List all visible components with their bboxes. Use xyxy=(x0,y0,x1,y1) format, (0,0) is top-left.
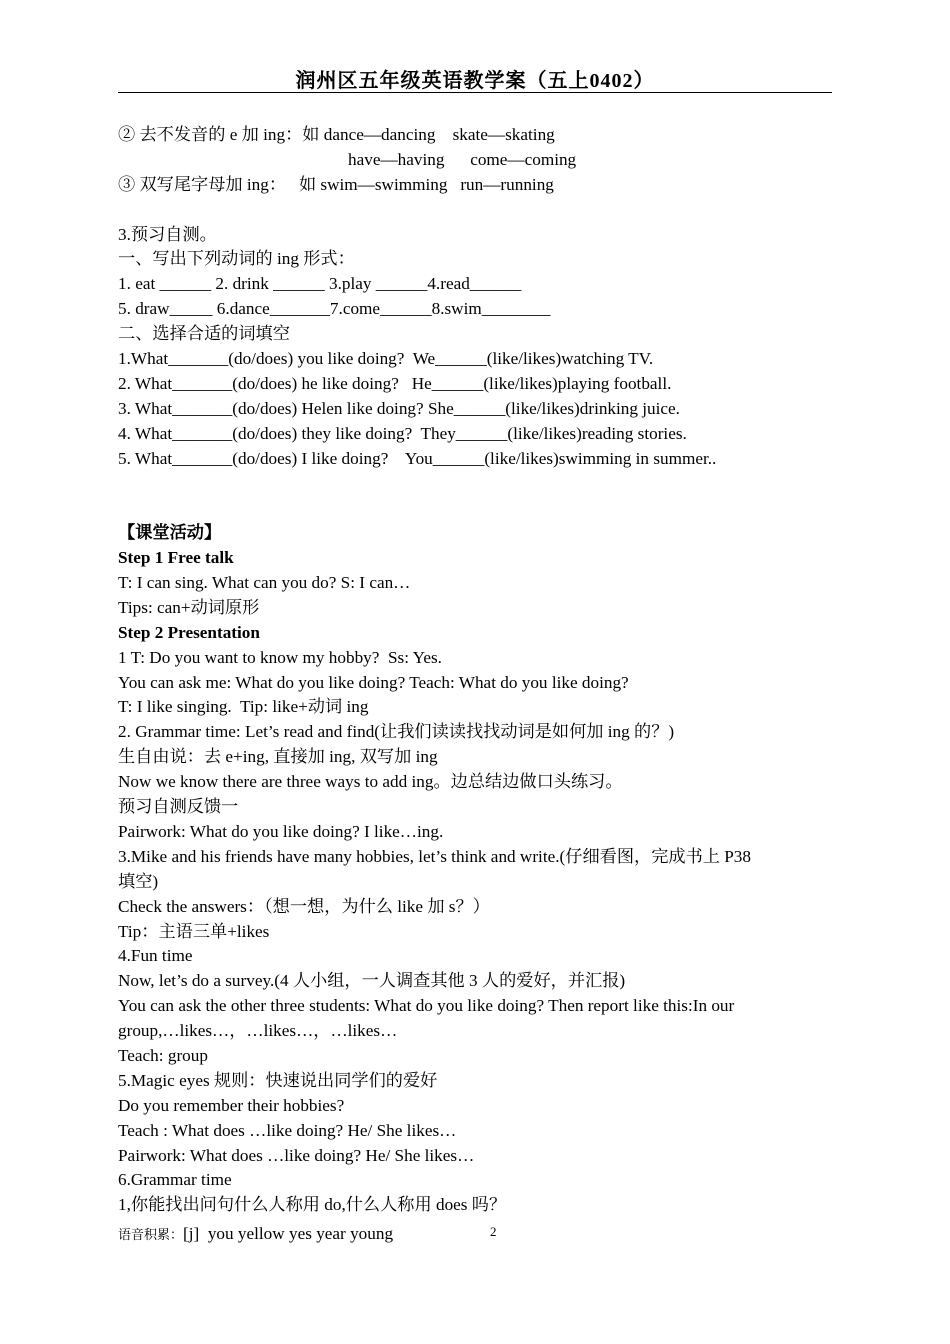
step-2-line: You can ask the other three students: What do you like doing? Then report like this:In our xyxy=(118,996,735,1016)
step-2-line: 5.Magic eyes 规则：快速说出同学们的爱好 xyxy=(118,1070,438,1090)
step-2-line: You can ask me: What do you like doing? Teach: What do you like doing? xyxy=(118,672,629,692)
pretest-part1-line-1: 1. eat ______ 2. drink ______ 3.play ______4.read______ xyxy=(118,274,522,294)
activities-heading: 【课堂活动】 xyxy=(118,523,222,543)
step-2-line: 1 T: Do you want to know my hobby? Ss: Yes. xyxy=(118,647,442,667)
step-2-line: Tip：主语三单+likes xyxy=(118,921,270,941)
step-2-title: Step 2 Presentation xyxy=(118,622,260,642)
footer-phonics xyxy=(118,1222,393,1248)
step-2-line: 生自由说：去 e+ing, 直接加 ing, 双写加 ing xyxy=(118,747,438,767)
document-body xyxy=(118,123,832,1218)
pretest-part2-item: 5. What_______(do/does) I like doing? You______(like/likes)swimming in summer.. xyxy=(118,448,717,468)
footer-phonics-text: [j] you yellow yes year young xyxy=(183,1224,394,1243)
step-2-line: Do you remember their hobbies? xyxy=(118,1095,345,1115)
page-number: 2 xyxy=(490,1224,497,1239)
footer-label: 语音积累： xyxy=(118,1227,184,1242)
step-2-line: Pairwork: What do you like doing? I like…ing. xyxy=(118,821,444,841)
step-2-line: group,…likes…，…likes…，…likes… xyxy=(118,1021,398,1041)
step-2-line: Teach: group xyxy=(118,1045,208,1065)
step-2-line: 4.Fun time xyxy=(118,946,193,966)
step-2-line: 1,你能找出问句什么人称用 do,什么人称用 does 吗？ xyxy=(118,1195,507,1215)
step-2-line: 预习自测反馈一 xyxy=(118,797,239,817)
spacer xyxy=(118,471,832,496)
step-1-line: Tips: can+动词原形 xyxy=(118,597,260,617)
step-2-line: Check the answers：（想一想，为什么 like 加 s？） xyxy=(118,896,490,916)
step-1-line: T: I can sing. What can you do? S: I can… xyxy=(118,573,411,593)
pretest-part2-item: 3. What_______(do/does) Helen like doing? She______(like/likes)drinking juice. xyxy=(118,398,680,418)
rule-2-line-2: have—having come—coming xyxy=(348,149,577,169)
rule-3: ③ 双写尾字母加 ing： 如 swim—swimming run—running xyxy=(118,174,554,194)
step-2-line: 填空) xyxy=(118,871,159,891)
spacer xyxy=(118,496,832,521)
pretest-part2-item: 4. What_______(do/does) they like doing? They______(like/likes)reading stories. xyxy=(118,423,687,443)
rule-2-line-1: ② 去不发音的 e 加 ing：如 dance—dancing skate—skating xyxy=(118,125,555,144)
step-2-line: Teach : What does …like doing? He/ She likes… xyxy=(118,1120,457,1140)
pretest-heading: 3.预习自测。 xyxy=(118,224,217,244)
pretest-part2-item: 2. What_______(do/does) he like doing? He______(like/likes)playing football. xyxy=(118,373,672,393)
step-2-line: Now, let’s do a survey.(4 人小组，一人调查其他 3 人的爱好，并汇报) xyxy=(118,971,626,991)
pretest-part1-heading: 一、写出下列动词的 ing 形式： xyxy=(118,249,355,269)
pretest-part2-item: 1.What_______(do/does) you like doing? We______(like/likes)watching TV. xyxy=(118,349,654,369)
step-2-line: 3.Mike and his friends have many hobbies, let’s think and write.(仔细看图，完成书上 P38 xyxy=(118,846,751,866)
pretest-part1-line-2: 5. draw_____ 6.dance_______7.come______8.swim________ xyxy=(118,299,551,319)
pretest-part2-heading: 二、选择合适的词填空 xyxy=(118,324,290,344)
page-header-title: 润州区五年级英语教学案（五上0402） xyxy=(295,70,655,92)
step-1-title: Step 1 Free talk xyxy=(118,548,234,568)
step-2-line: Pairwork: What does …like doing? He/ She likes… xyxy=(118,1145,475,1165)
spacer xyxy=(118,198,832,223)
step-2-line: 2. Grammar time: Let’s read and find(让我们读读找找动词是如何加 ing 的？) xyxy=(118,722,675,742)
header-divider xyxy=(118,92,832,93)
step-2-line: Now we know there are three ways to add ing。边总结边做口头练习。 xyxy=(118,772,623,792)
step-2-line: T: I like singing. Tip: like+动词 ing xyxy=(118,697,369,717)
step-2-line: 6.Grammar time xyxy=(118,1170,232,1190)
